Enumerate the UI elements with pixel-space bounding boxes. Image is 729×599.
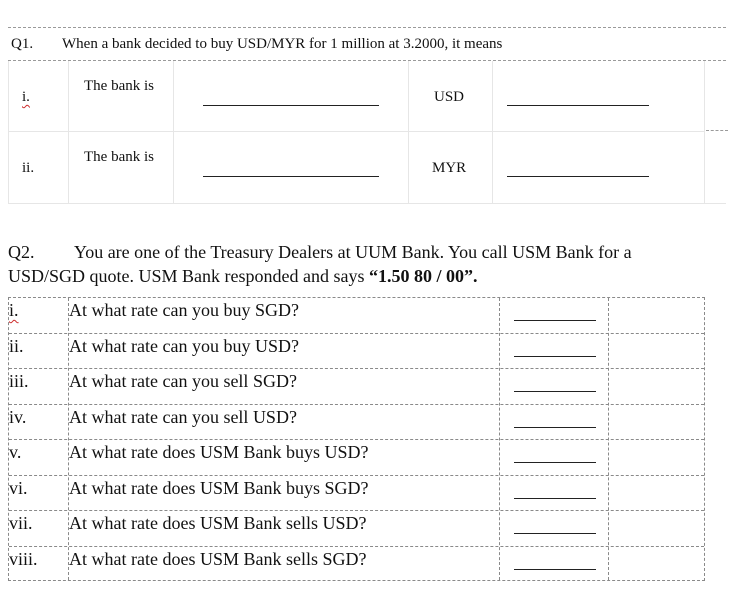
q1-grid-row-divider bbox=[8, 131, 704, 132]
q1-title-row bbox=[8, 33, 726, 59]
q2-row bbox=[9, 440, 704, 476]
q2-row-question: At what rate can you buy SGD? bbox=[69, 300, 299, 320]
q2-row-question: At what rate does USM Bank buys USD? bbox=[69, 442, 369, 462]
q1-grid-col1 bbox=[68, 61, 69, 203]
q2-answer-table bbox=[8, 297, 705, 581]
q1-row-end-marker bbox=[706, 130, 728, 131]
q2-row bbox=[9, 334, 704, 370]
q2-row-answer-blank[interactable] bbox=[514, 462, 596, 463]
q1-question-text: When a bank decided to buy USD/MYR for 1 million at 3.2000, it means bbox=[62, 36, 503, 52]
q1-row-2-answer-blank[interactable] bbox=[203, 176, 379, 177]
q2-row-index: iv. bbox=[9, 406, 27, 427]
q1-row-2-currency-blank[interactable] bbox=[507, 176, 649, 177]
q2-quote: “1.50 80 / 00”. bbox=[368, 266, 478, 286]
q2-line-1 bbox=[8, 240, 718, 264]
q2-line-2 bbox=[8, 264, 718, 288]
q2-row-question: At what rate can you sell SGD? bbox=[69, 371, 297, 391]
q1-grid-col5 bbox=[704, 61, 705, 203]
q2-row bbox=[9, 547, 704, 583]
q1-row-1-currency-blank[interactable] bbox=[507, 105, 649, 106]
q2-row-index: i. bbox=[9, 300, 19, 320]
q2-row-index: ii. bbox=[9, 335, 24, 356]
q1-grid-col4 bbox=[492, 61, 493, 203]
q2-row-index: viii. bbox=[9, 548, 38, 569]
q2-row-question: At what rate can you buy USD? bbox=[69, 335, 299, 356]
q1-row-2-currency: MYR bbox=[432, 160, 467, 176]
q1-grid-left bbox=[8, 61, 9, 203]
q2-row-answer-blank[interactable] bbox=[514, 427, 596, 428]
q1-row-1-currency: USD bbox=[434, 89, 465, 105]
q1-number: Q1. bbox=[11, 36, 34, 52]
q2-row bbox=[9, 298, 704, 334]
q1-row-1-label: The bank is bbox=[84, 78, 154, 94]
q2-number: Q2. bbox=[8, 242, 35, 262]
q2-row-question: At what rate does USM Bank sells SGD? bbox=[69, 548, 367, 569]
q2-row-answer-blank[interactable] bbox=[514, 356, 596, 357]
q2-row-index: vii. bbox=[9, 513, 33, 533]
q1-title-bottom-rule bbox=[8, 60, 726, 61]
q1-grid-col2 bbox=[173, 61, 174, 203]
q2-row bbox=[9, 369, 704, 405]
q1-grid-bottom bbox=[8, 203, 726, 204]
q2-row-answer-blank[interactable] bbox=[514, 498, 596, 499]
q2-row-index: v. bbox=[9, 442, 22, 462]
q2-text-line-2: USD/SGD quote. USM Bank responded and says bbox=[8, 266, 369, 286]
q1-row-1-answer-blank[interactable] bbox=[203, 105, 379, 106]
q1-row-1-index: i. bbox=[22, 89, 30, 105]
q1-top-rule bbox=[8, 27, 726, 28]
q2-row-answer-blank[interactable] bbox=[514, 569, 596, 570]
q2-row bbox=[9, 476, 704, 512]
q2-row-index: vi. bbox=[9, 477, 28, 498]
q2-row bbox=[9, 405, 704, 441]
q2-row-index: iii. bbox=[9, 371, 29, 391]
q1-row-2-index: ii. bbox=[22, 160, 35, 176]
q2-row-answer-blank[interactable] bbox=[514, 533, 596, 534]
q2-row-question: At what rate does USM Bank buys SGD? bbox=[69, 477, 369, 498]
q1-row-2-label: The bank is bbox=[84, 149, 154, 165]
q2-row bbox=[9, 511, 704, 547]
q2-row-question: At what rate can you sell USD? bbox=[69, 406, 297, 427]
q2-question-paragraph bbox=[8, 240, 718, 288]
q2-text-line-1: You are one of the Treasury Dealers at UUM Bank. You call USM Bank for a bbox=[74, 242, 632, 262]
q1-grid-col3 bbox=[408, 61, 409, 203]
q2-row-question: At what rate does USM Bank sells USD? bbox=[69, 513, 367, 533]
q2-row-answer-blank[interactable] bbox=[514, 391, 596, 392]
q2-row-answer-blank[interactable] bbox=[514, 320, 596, 321]
